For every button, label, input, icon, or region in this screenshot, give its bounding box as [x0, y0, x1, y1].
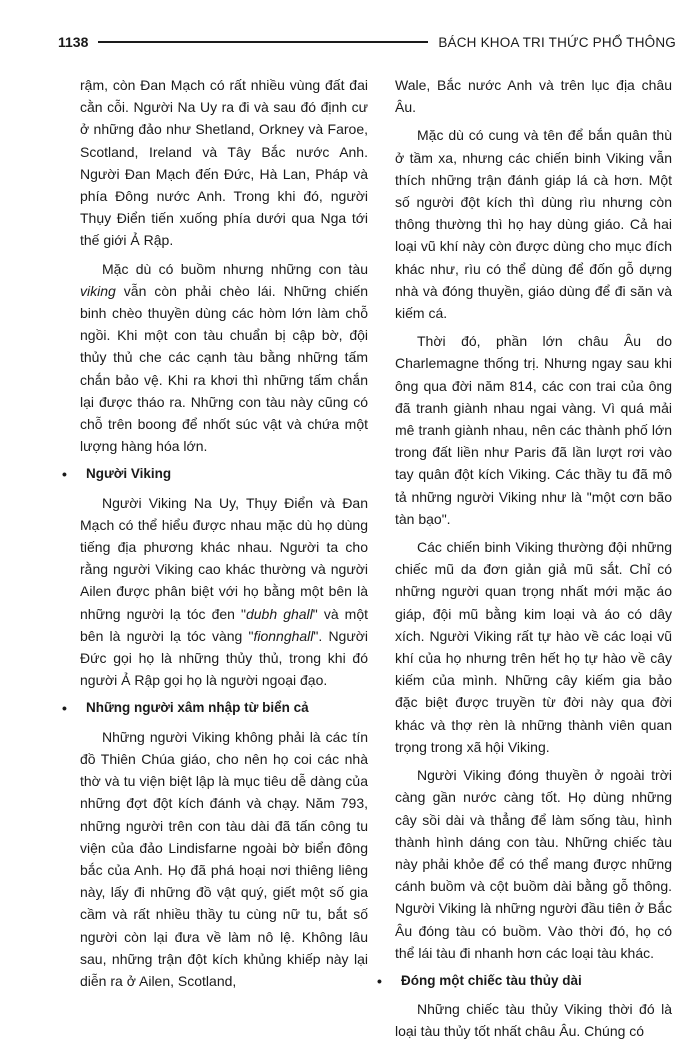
section-heading — [62, 463, 368, 485]
paragraph: Mặc dù có cung và tên để bắn quân thù ở tầm xa, nhưng các chiến binh Viking vẫn thích những trận đánh giáp lá cà hơn. Một số người đột kích thì dùng rìu nhưng còn thông thường thì họ hay dùng giáo. Cả hai loại vũ khí này còn được dùng cho mục đích khác như, rìu có thể dùng để đốn gỗ dựng nhà và đóng thuyền, giáo dùng để đi săn và kiếm cá. — [395, 127, 672, 322]
bullet-icon: • — [62, 700, 67, 717]
section-heading-text: Những người xâm nhập từ biển cả — [86, 700, 309, 716]
left-column — [62, 74, 369, 998]
bullet-icon: • — [377, 972, 382, 989]
section-heading — [62, 697, 368, 719]
paragraph: rậm, còn Đan Mạch có rất nhiều vùng đất đai cằn cỗi. Người Na Uy ra đi và sau đó định cư ở những đảo như Shetland, Orkney và Faroe, Scotland, Ireland và Tây Bắc nước Anh. Người Đan Mạch đến Đức, Hà Lan, Pháp và phía Đông nước Anh. Trong khi đó, người Thụy Điển tiến xuống phía dưới qua Nga tới thế giới Ả Rập. — [80, 77, 368, 249]
paragraph: Các chiến binh Viking thường đội những chiếc mũ da đơn giản giả mũ sắt. Chỉ có những người quan trọng nhất mới mặc áo giáp, đội mũ bằng kim loại và áo có dây xích. Người Viking rất tự hào về các loại vũ khí của họ nhưng trên hết họ tự hào về cây kiếm của mình. Những cây kiếm gia bảo đặc biệt được truyền từ đời này qua đời khác và thợ rèn là những thành viên quan trọng trong xã hội Viking. — [395, 539, 672, 755]
section-heading-text: Đóng một chiếc tàu thủy dài — [401, 972, 582, 988]
paragraph: Những người Viking không phải là các tín đồ Thiên Chúa giáo, cho nên họ coi các nhà thờ và tu viện biệt lập là mục tiêu dễ dàng của những đợt đột kích đánh và chạy. Năm 793, những người trên con tàu dài đã tấn công tu viện của đảo Lindisfarne ngoài bờ biển đông bắc của Anh. Họ đã phá hoại nơi thiêng liêng này, lấy đi những đồ vật quý, giết một số gia cầm và rất nhiều thầy tu cùng nữ tu, bắt số người còn lại đưa về làm nô lệ. Không lâu sau, những trận đột kích khủng khiếp này lại diễn ra ở Ailen, Scotland, — [80, 728, 368, 989]
text-run: " và một bên là người lạ tóc vàng " — [80, 605, 369, 644]
section-heading — [377, 970, 672, 992]
text-run: Mặc dù có buồm nhưng những con tàu — [102, 260, 368, 277]
text-run: vẫn còn phải chèo lái. Những chiến binh chèo thuyền dùng các hòm lớn làm chỗ ngồi. Khi một con tàu chuẩn bị cập bờ, đội thủy thủ che các cạnh tàu bằng những tấm chắn bảo vệ. Khi ra khơi thì những tấm chắn lại được tháo ra. Những con tàu này cũng có chỗ trên boong để nhốt súc vật và chứa một lượng hàng hóa lớn. — [80, 282, 368, 455]
page-number: 1138 — [58, 34, 89, 50]
paragraph: Người Viking đóng thuyền ở ngoài trời càng gần nước càng tốt. Họ dùng những cây sồi dài và thẳng để làm sống tàu, hình thành hình dáng con tàu. Những chiếc tàu này phải khỏe để có thể mang được những cánh buồm và cột buồm dài bằng gỗ thông. Người Viking là những người đầu tiên ở Bắc Âu đóng tàu có buồm. Vào thời đó, họ có thể lái tàu đi nhanh hơn các loại tàu khác. — [395, 767, 672, 961]
paragraph: Thời đó, phần lớn châu Âu do Charlemagne thống trị. Nhưng ngay sau khi ông qua đời năm 814, các con trai của ông đã tranh giành nhau ngai vàng. Vì quá mải mê tranh giành nhau, nên các thành phố lớn trong đất liền như Paris đã lần lượt rơi vào tay quân đột kích Viking. Các thầy tu đã mô tả những người Viking như là "một cơn bão tàn bạo". — [395, 333, 672, 527]
italic-term: fionnghall — [253, 627, 314, 644]
paragraph — [80, 258, 368, 458]
bullet-icon: • — [62, 466, 67, 483]
italic-term: dubh ghall — [245, 605, 313, 622]
paragraph — [80, 492, 368, 692]
paragraph: Những chiếc tàu thủy Viking thời đó là loại tàu thủy tốt nhất châu Âu. Chúng có — [395, 1001, 672, 1040]
paragraph: Wale, Bắc nước Anh và trên lục địa châu Âu. — [395, 77, 672, 116]
header-rule — [98, 41, 428, 43]
right-column — [377, 74, 672, 1049]
running-title: BÁCH KHOA TRI THỨC PHỔ THÔNG — [438, 34, 676, 50]
page-header — [58, 30, 676, 54]
section-heading-text: Người Viking — [86, 466, 172, 482]
text-run: ". Người Đức gọi họ là những thủy thủ, trong khi đó người Ả Rập gọi họ là người ngoại đạo. — [80, 627, 369, 689]
italic-term: viking — [80, 282, 116, 299]
text-run: Người Viking Na Uy, Thụy Điển và Đan Mạch có thể hiểu được nhau mặc dù họ dùng tiếng địa phương khác nhau. Người ta cho rằng người Viking cao khác thường và người Ailen được phân biệt với họ bằng một bên là những người lạ tóc đen " — [80, 494, 368, 622]
